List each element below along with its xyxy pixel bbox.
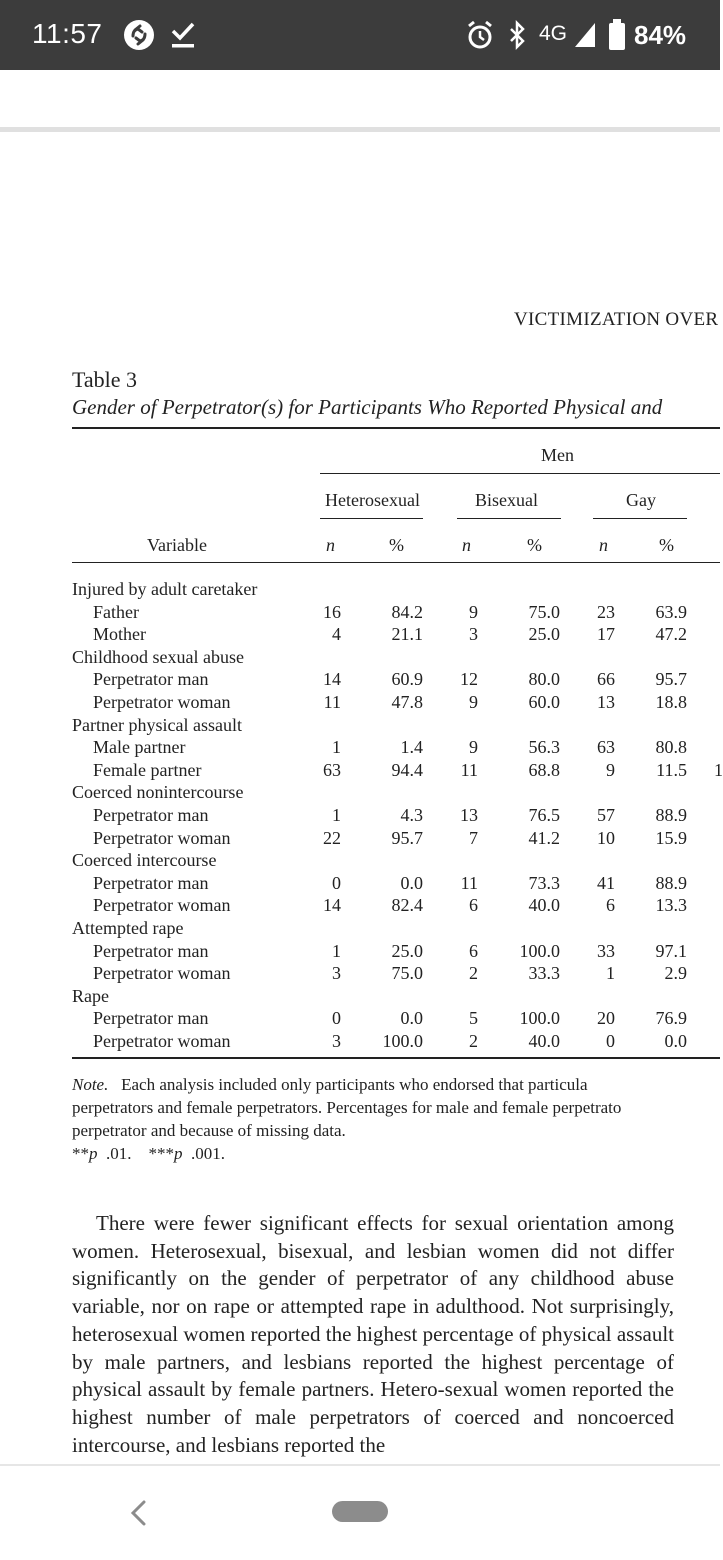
table-cell: 0.0 bbox=[400, 1008, 423, 1029]
table-cell: 97.1 bbox=[655, 940, 687, 961]
table-cell: 14 bbox=[323, 895, 341, 916]
table-cell: 33 bbox=[597, 940, 615, 961]
col-pct-gay: % bbox=[659, 535, 674, 555]
table-cell: 47.8 bbox=[391, 692, 423, 712]
battery-percent: 84% bbox=[634, 20, 687, 50]
table-cell: 16 bbox=[323, 601, 341, 622]
table-cell: 80.8 bbox=[655, 737, 687, 758]
section-title: Childhood sexual abuse bbox=[72, 646, 244, 667]
table-cell: 0 bbox=[332, 872, 341, 893]
table-cell: 100.0 bbox=[519, 1008, 560, 1029]
table-cell: 6 bbox=[469, 895, 478, 916]
sig-value-2: .001. bbox=[191, 1144, 225, 1163]
table-cell: 40.0 bbox=[528, 1031, 560, 1051]
table-cell: 14 bbox=[323, 669, 341, 690]
note-text-1: Each analysis included only participants who endorsed that particula bbox=[121, 1075, 588, 1094]
table-cell: 63 bbox=[323, 759, 341, 780]
table-cell: 95.7 bbox=[391, 827, 423, 848]
battery-icon bbox=[608, 18, 626, 52]
subgroup-rule-gay bbox=[593, 518, 687, 519]
table-cell: 84.2 bbox=[391, 601, 423, 622]
download-done-icon bbox=[170, 18, 196, 52]
table-cell: 11 bbox=[323, 692, 341, 712]
table-cell: 1.4 bbox=[400, 737, 423, 758]
table-cell: 94.4 bbox=[391, 759, 423, 780]
row-label: Mother bbox=[93, 624, 146, 645]
table-cell: 0.0 bbox=[664, 1031, 687, 1051]
group-header-men: Men bbox=[541, 445, 574, 465]
subgroup-heterosexual: Heterosexual bbox=[325, 490, 420, 510]
table-cell: 9 bbox=[469, 737, 478, 758]
table-cell: 7 bbox=[469, 827, 478, 848]
table-top-rule bbox=[72, 427, 720, 429]
table-cell: 1 bbox=[332, 940, 341, 961]
table-cell: 76.9 bbox=[655, 1008, 687, 1029]
table-cell: 20 bbox=[597, 1008, 615, 1029]
section-title: Partner physical assault bbox=[72, 714, 242, 735]
col-n-heterosexual: n bbox=[326, 535, 335, 555]
table-cell: 10 bbox=[597, 827, 615, 848]
table-note-line-3: perpetrator and because of missing data. bbox=[72, 1121, 346, 1140]
section-title: Coerced intercourse bbox=[72, 850, 217, 871]
row-label: Perpetrator man bbox=[93, 1008, 209, 1029]
status-bar bbox=[0, 0, 720, 70]
table-cell: 2 bbox=[469, 963, 478, 984]
table-cell: 17 bbox=[597, 624, 615, 645]
table-cell: 3 bbox=[332, 1031, 341, 1051]
subgroup-gay: Gay bbox=[626, 490, 656, 510]
table-cell: 5 bbox=[469, 1008, 478, 1029]
table-cell: 13 bbox=[597, 692, 615, 712]
table-cell: 11 bbox=[460, 759, 478, 780]
row-label: Female partner bbox=[93, 759, 202, 780]
body-text bbox=[72, 1210, 674, 1459]
table-cell: 88.9 bbox=[655, 872, 687, 893]
table-cell: 80.0 bbox=[528, 669, 560, 690]
row-label: Perpetrator woman bbox=[93, 692, 231, 712]
note-label: Note. bbox=[72, 1075, 109, 1094]
section-title: Injured by adult caretaker bbox=[72, 579, 258, 599]
table-cell: 11.5 bbox=[656, 759, 687, 780]
table-cell: 2 bbox=[469, 1031, 478, 1051]
table-cell: 3 bbox=[332, 963, 341, 984]
table-cell: 1 bbox=[332, 805, 341, 825]
home-pill-icon[interactable] bbox=[332, 1501, 388, 1522]
table-cell: 100.0 bbox=[382, 1031, 423, 1051]
bluetooth-icon bbox=[508, 18, 526, 52]
table-cell: 63.9 bbox=[655, 601, 687, 622]
table-cell: 1 bbox=[332, 737, 341, 758]
table-cell: 40.0 bbox=[528, 895, 560, 916]
section-title: Coerced nonintercourse bbox=[72, 782, 244, 803]
table-cell: 13.3 bbox=[655, 895, 687, 916]
table-note-significance bbox=[72, 1144, 225, 1164]
section-title: Rape bbox=[72, 985, 109, 1006]
table-cell: 9 bbox=[469, 601, 478, 622]
network-type: 4G bbox=[539, 22, 568, 45]
table-cell: 6 bbox=[469, 940, 478, 961]
table-cell: 11 bbox=[460, 872, 478, 893]
table-cell: 73.3 bbox=[528, 872, 560, 893]
table-note-line-2: perpetrators and female perpetrators. Percentages for male and female perpetrato bbox=[72, 1098, 622, 1117]
row-label: Perpetrator man bbox=[93, 669, 209, 690]
section-title: Attempted rape bbox=[72, 918, 184, 938]
table-cell: 4.3 bbox=[400, 805, 423, 825]
navigation-bar bbox=[0, 1466, 720, 1560]
group-header-rule bbox=[320, 473, 720, 474]
table-cell: 15.9 bbox=[655, 827, 687, 848]
status-time: 11:57 bbox=[32, 18, 103, 49]
table-cell: 57 bbox=[597, 805, 615, 825]
table-cell: 18.8 bbox=[655, 692, 687, 712]
row-label: Father bbox=[93, 601, 139, 622]
body-paragraph: There were fewer significant effects for sexual orientation among women. Heterosexual, bisexual, and lesbian women did not differ significantly on the gender of perpetrator of any childhood abuse variable, nor on rape or attempted rape in adulthood. Not surprisingly, heterosexual women reported the highest percentage of physical assault by male partners, and lesbians reported the highest percentage of physical assault by female partners. Hetero-sexual women reported the highest number of male perpetrators of coerced and noncoerced intercourse, and lesbians reported the bbox=[72, 1211, 674, 1457]
table-bottom-rule bbox=[72, 1057, 720, 1059]
table-cell: 88.9 bbox=[655, 805, 687, 825]
table-cell-clipped: 1 bbox=[714, 759, 723, 780]
back-chevron-icon[interactable] bbox=[122, 1496, 156, 1530]
table-cell: 2.9 bbox=[664, 963, 687, 984]
table-cell: 76.5 bbox=[528, 805, 560, 825]
row-label: Perpetrator woman bbox=[93, 827, 231, 848]
row-label: Perpetrator man bbox=[93, 805, 209, 825]
table-cell: 0 bbox=[332, 1008, 341, 1029]
table-cell: 6 bbox=[606, 895, 615, 916]
row-label: Perpetrator woman bbox=[93, 895, 231, 916]
row-label: Perpetrator man bbox=[93, 940, 209, 961]
table-cell: 0 bbox=[606, 1031, 615, 1051]
table-cell: 21.1 bbox=[391, 624, 423, 645]
table-cell: 4 bbox=[332, 624, 341, 645]
col-pct-bisexual: % bbox=[527, 535, 542, 555]
running-head: VICTIMIZATION OVER bbox=[514, 309, 719, 330]
col-pct-heterosexual: % bbox=[389, 535, 404, 555]
table-cell: 1 bbox=[606, 963, 615, 984]
table-cell: 0.0 bbox=[400, 872, 423, 893]
table-cell: 95.7 bbox=[655, 669, 687, 690]
table-cell: 23 bbox=[597, 601, 615, 622]
table-cell: 66 bbox=[597, 669, 615, 690]
table-cell: 47.2 bbox=[655, 624, 687, 645]
subgroup-rule-bisexual bbox=[457, 518, 561, 519]
subgroup-bisexual: Bisexual bbox=[475, 490, 538, 510]
table-cell: 60.9 bbox=[391, 669, 423, 690]
table-cell: 3 bbox=[469, 624, 478, 645]
table-cell: 13 bbox=[460, 805, 478, 825]
signal-icon bbox=[573, 18, 597, 52]
alarm-icon bbox=[466, 18, 494, 52]
table-cell: 63 bbox=[597, 737, 615, 758]
col-n-gay: n bbox=[599, 535, 608, 555]
subgroup-rule-heterosexual bbox=[320, 518, 423, 519]
row-label: Male partner bbox=[93, 737, 186, 758]
table-cell: 60.0 bbox=[528, 692, 560, 712]
table-note-line-1 bbox=[72, 1075, 588, 1095]
table-cell: 100.0 bbox=[519, 940, 560, 961]
table-cell: 68.8 bbox=[528, 759, 560, 780]
table-cell: 25.0 bbox=[391, 940, 423, 961]
table-cell: 56.3 bbox=[528, 737, 560, 758]
table-cell: 9 bbox=[469, 692, 478, 712]
table-cell: 41.2 bbox=[528, 827, 560, 848]
sig-stars-2: *** bbox=[148, 1144, 174, 1163]
table-cell: 33.3 bbox=[528, 963, 560, 984]
document-page[interactable] bbox=[0, 132, 723, 1464]
table-cell: 22 bbox=[323, 827, 341, 848]
row-label: Perpetrator woman bbox=[93, 963, 231, 984]
sig-stars-1: ** bbox=[72, 1144, 89, 1163]
table-caption: Gender of Perpetrator(s) for Participants Who Reported Physical and bbox=[72, 395, 663, 419]
sig-value-1: .01. bbox=[106, 1144, 132, 1163]
sig-p-2: p bbox=[174, 1144, 183, 1163]
col-n-bisexual: n bbox=[462, 535, 471, 555]
table-cell: 25.0 bbox=[528, 624, 560, 645]
table-cell: 75.0 bbox=[528, 601, 560, 622]
table-label: Table 3 bbox=[72, 367, 138, 392]
table-cell: 12 bbox=[460, 669, 478, 690]
table-cell: 75.0 bbox=[391, 963, 423, 984]
header-bottom-rule bbox=[72, 562, 720, 563]
shazam-icon bbox=[123, 18, 155, 52]
variable-header: Variable bbox=[147, 535, 207, 555]
sig-p-1: p bbox=[89, 1144, 98, 1163]
table-cell: 9 bbox=[606, 759, 615, 780]
viewer-toolbar-area bbox=[0, 70, 720, 128]
row-label: Perpetrator man bbox=[93, 872, 209, 893]
table-cell: 41 bbox=[597, 872, 615, 893]
table-cell: 82.4 bbox=[391, 895, 423, 916]
row-label: Perpetrator woman bbox=[93, 1031, 231, 1051]
